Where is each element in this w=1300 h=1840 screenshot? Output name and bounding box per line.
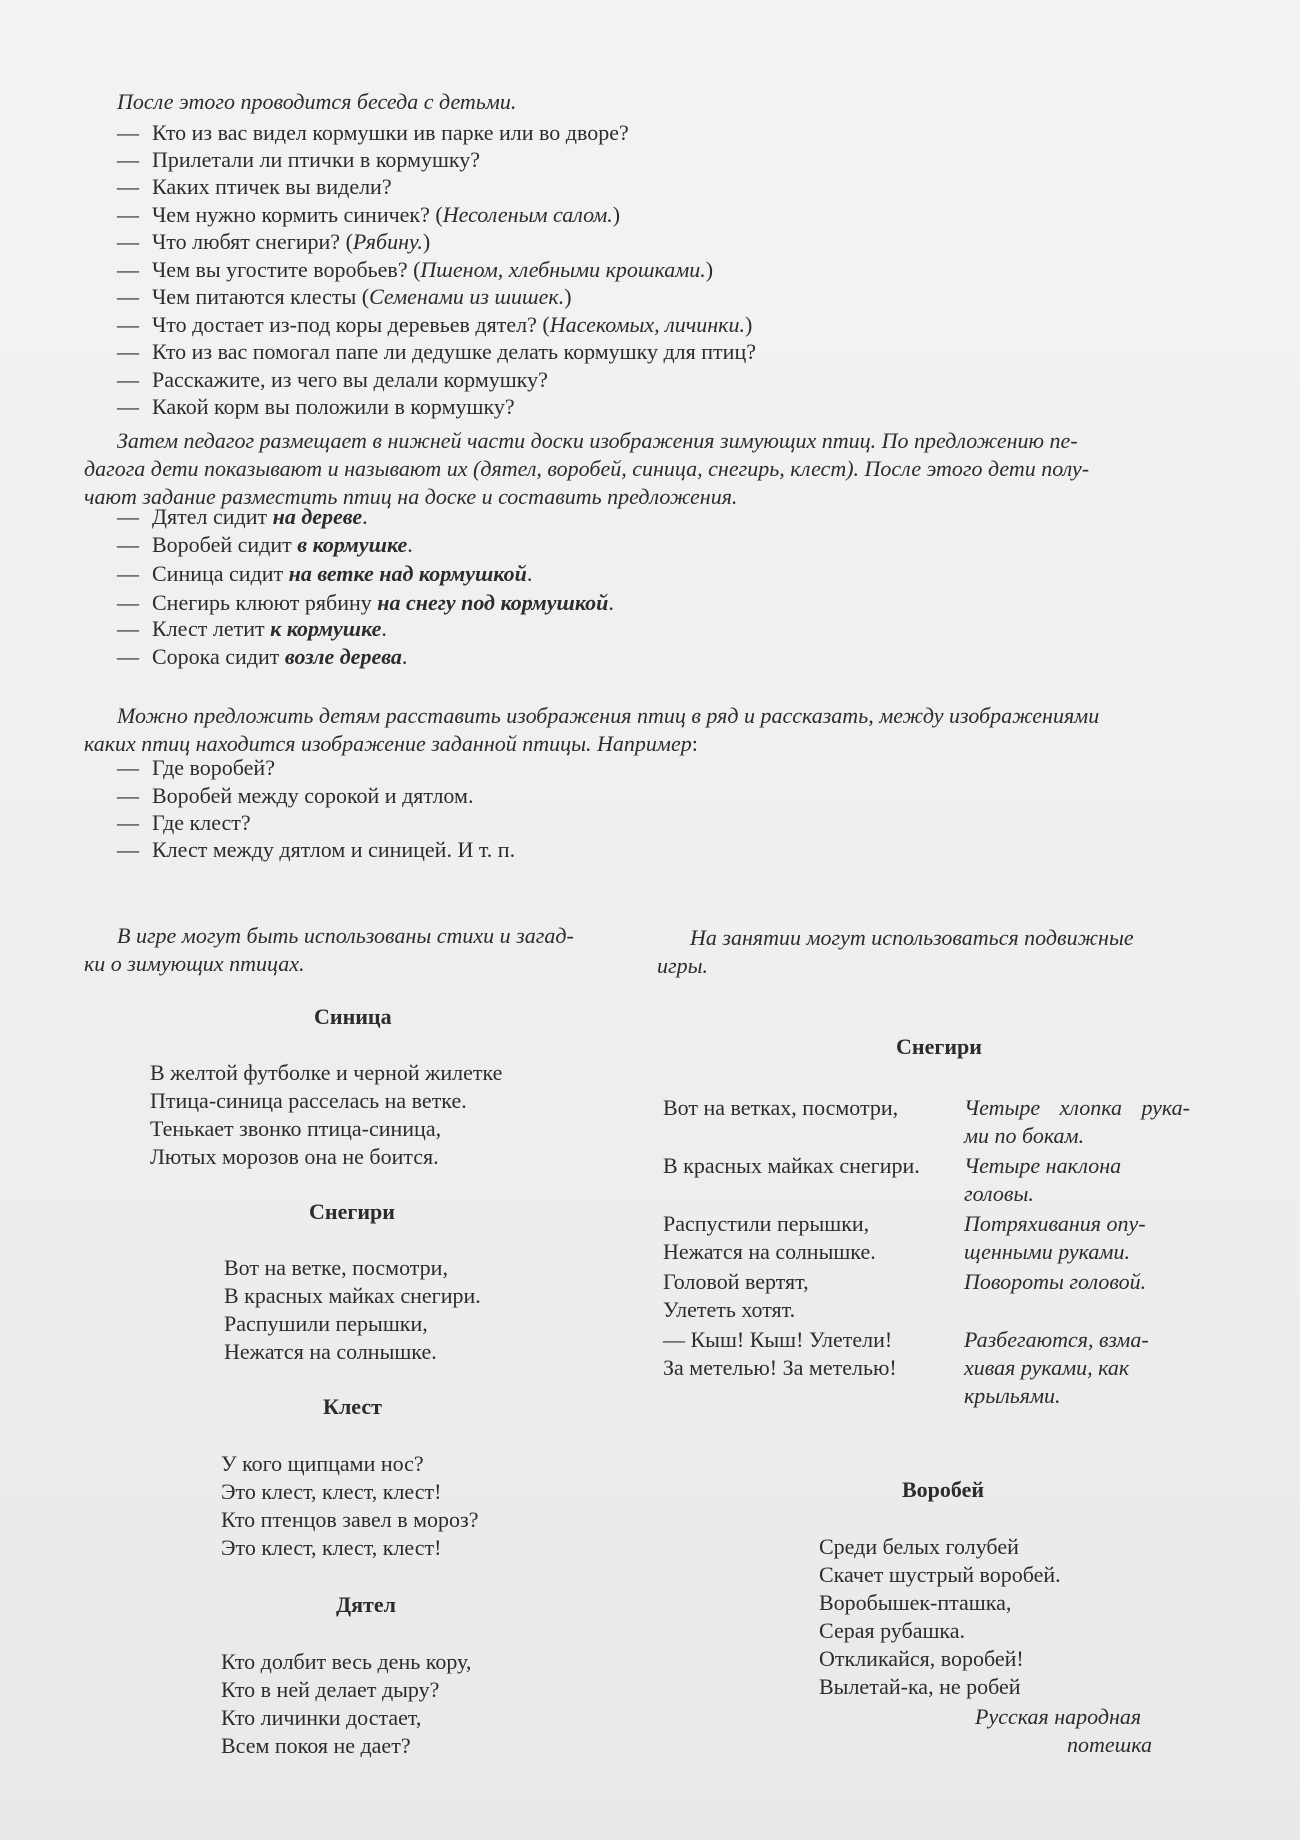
dash-mark: — (117, 504, 139, 529)
dialog-text: Клест между дятлом и синицей. И т. п. (152, 837, 516, 862)
sentence-text: Снегирь клюют рябину (152, 590, 378, 615)
game-action-line: щенными руками. (964, 1239, 1130, 1264)
dash-mark: — (117, 532, 139, 557)
poem-line: Это клест, клест, клест! (221, 1479, 442, 1504)
poem-line: В красных майках снегири. (224, 1283, 481, 1308)
paren-close: ) (564, 284, 572, 309)
sentence-text: Воробей сидит (152, 532, 298, 557)
dash-mark: — (117, 394, 139, 419)
sentence-text: Дятел сидит (152, 504, 273, 529)
answer-text: Семенами из шишек. (369, 284, 565, 309)
dialog-text: Где воробей? (152, 755, 275, 780)
question-text: Чем питаются клесты (152, 284, 362, 309)
game-action-line: Четыре хлопка рука- (964, 1095, 1190, 1120)
dash-mark: — (117, 257, 139, 282)
poem-line: Кто долбит весь день кору, (221, 1649, 472, 1674)
poem-title: Синица (314, 1004, 392, 1029)
game-action-line: Четыре наклона (964, 1153, 1122, 1178)
sentence-text: Сорока сидит (152, 644, 285, 669)
sentence-text: Синица сидит (152, 561, 289, 586)
dash-mark: — (117, 120, 139, 145)
poem-line: Воробышек-пташка, (819, 1590, 1012, 1615)
poem-source: потешка (1067, 1732, 1153, 1757)
intro-text: После этого проводится беседа с детьми. (117, 89, 517, 114)
dash-mark: — (117, 229, 139, 254)
game-title: Снегири (896, 1034, 982, 1059)
dash-mark: — (117, 783, 139, 808)
sentence-end: . (362, 504, 368, 529)
poem-line: Среди белых голубей (819, 1534, 1019, 1559)
sentence-end: . (381, 616, 387, 641)
poem-line: Откликайся, воробей! (819, 1646, 1024, 1671)
dash-mark: — (117, 147, 139, 172)
sentence-emphasis: возле дерева (284, 644, 402, 669)
dash-mark: — (117, 339, 139, 364)
paragraph-line: дагога дети показывают и называют их (дятел, воробей, синица, снегирь, клест). После этого дети полу- (84, 456, 1090, 481)
sentence-end: . (401, 644, 408, 669)
paragraph-line: Можно предложить детям расставить изображения птиц в ряд и рассказать, между изображениями (117, 703, 1100, 728)
poem-line: Всем покоя не дает? (221, 1733, 411, 1758)
question-text: Каких птичек вы видели? (152, 174, 392, 199)
paren-close: ) (705, 257, 714, 282)
sentence-emphasis: на снегу под кормушкой (377, 590, 609, 615)
dash-mark: — (117, 755, 139, 780)
game-verse-line: Головой вертят, (663, 1269, 809, 1294)
paren-open: ( (345, 229, 353, 254)
poem-line: Птица-синица расселась на ветке. (150, 1088, 467, 1113)
paren-close: ) (422, 229, 431, 254)
poem-line: Кто в ней делает дыру? (221, 1677, 440, 1702)
colon-mark: : (691, 731, 698, 756)
game-verse-line: Вот на ветках, посмотри, (663, 1095, 899, 1120)
poem-line: Распушили перышки, (224, 1311, 428, 1336)
game-action-line: Повороты головой. (964, 1269, 1147, 1294)
question-text: Что любят снегири? (152, 229, 346, 254)
dash-mark: — (117, 616, 139, 641)
game-action-line: крыльями. (964, 1383, 1061, 1408)
game-action-line: ми по бокам. (964, 1123, 1085, 1148)
dash-mark: — (117, 837, 139, 862)
game-action-line: хивая руками, как (964, 1355, 1130, 1380)
poem-line: Серая рубашка. (819, 1618, 966, 1643)
poem-line: Тенькает звонко птица-синица, (150, 1116, 442, 1141)
question-text: Чем нужно кормить синичек? (152, 202, 436, 227)
sentence-emphasis: к кормушке (270, 616, 382, 641)
dash-mark: — (117, 561, 139, 586)
game-action-line: Потряхивания опу- (964, 1211, 1146, 1236)
poem-line: У кого щипцами нос? (221, 1451, 424, 1476)
question-text: Прилетали ли птички в кормушку? (152, 147, 481, 172)
poem-line: Кто птенцов завел в мороз? (221, 1507, 479, 1532)
dash-mark: — (117, 174, 139, 199)
question-text: Расскажите, из чего вы делали кормушку? (152, 367, 548, 392)
dash-mark: — (117, 590, 139, 615)
sentence-end: . (526, 561, 533, 586)
intro-line: ки о зимующих птицах. (84, 951, 305, 976)
paren-close: ) (744, 312, 753, 337)
paragraph-line: каких птиц находится изображение заданной птицы. Например: (84, 731, 698, 756)
dash-mark: — (117, 312, 139, 337)
sentence-end: . (608, 590, 614, 615)
sentence-emphasis: на дереве (272, 504, 363, 529)
game-verse-line: — Кыш! Кыш! Улетели! (663, 1327, 893, 1352)
poem-title: Клест (323, 1394, 382, 1419)
sentence-emphasis: на ветке над кормушкой (288, 561, 527, 586)
paren-close: ) (612, 202, 621, 227)
dash-mark: — (117, 644, 139, 669)
sentence-text: Клест летит (152, 616, 271, 641)
sentence-end: . (407, 532, 413, 557)
answer-text: Насекомых, личинки. (549, 312, 745, 337)
paren-open: ( (542, 312, 550, 337)
dialog-text: Воробей между сорокой и дятлом. (152, 783, 474, 808)
poem-line: Кто личинки достает, (221, 1705, 422, 1730)
dash-mark: — (117, 367, 139, 392)
intro-line: На занятии могут использоваться подвижные (690, 925, 1134, 950)
poem-line: Нежатся на солнышке. (224, 1339, 437, 1364)
question-text: Кто из вас помогал папе ли дедушке делать кормушку для птиц? (152, 339, 756, 364)
dash-mark: — (117, 284, 139, 309)
game-verse-line: В красных майках снегири. (663, 1153, 920, 1178)
question-text: Кто из вас видел кормушки ив парке или во дворе? (152, 120, 629, 145)
game-action-line: Разбегаются, взма- (964, 1327, 1149, 1352)
answer-text: Рябину. (352, 229, 423, 254)
game-action-line: головы. (964, 1181, 1034, 1206)
poem-line: Это клест, клест, клест! (221, 1535, 442, 1560)
paren-open: ( (361, 284, 370, 309)
poem-title: Воробей (902, 1477, 985, 1502)
poem-line: В желтой футболке и черной жилетке (150, 1060, 503, 1085)
answer-text: Несоленым салом. (442, 202, 613, 227)
question-text: Что достает из-под коры деревьев дятел? (152, 312, 543, 337)
poem-line: Лютых морозов она не боится. (150, 1144, 439, 1169)
answer-text: Пшеном, хлебными крошками. (420, 257, 706, 282)
intro-line: В игре могут быть использованы стихи и загад- (117, 923, 574, 948)
paragraph-line: Затем педагог размещает в нижней части доски изображения зимующих птиц. По предложению пе- (117, 428, 1078, 453)
paren-open: ( (435, 202, 443, 227)
paren-open: ( (413, 257, 421, 282)
poem-line: Вот на ветке, посмотри, (224, 1255, 448, 1280)
poem-title: Дятел (336, 1592, 396, 1617)
dash-mark: — (117, 202, 139, 227)
intro-line: игры. (657, 953, 708, 978)
poem-line: Скачет шустрый воробей. (819, 1562, 1061, 1587)
game-verse-line: Распустили перышки, (663, 1211, 870, 1236)
game-verse-line: Нежатся на солнышке. (663, 1239, 876, 1264)
sentence-emphasis: в кормушке (297, 532, 408, 557)
game-verse-line: За метелью! За метелью! (663, 1355, 897, 1380)
dialog-text: Где клест? (152, 810, 251, 835)
paragraph-line: чают задание разместить птиц на доске и составить предложения. (84, 484, 738, 509)
question-text: Чем вы угостите воробьев? (152, 257, 414, 282)
dash-mark: — (117, 810, 139, 835)
poem-title: Снегири (309, 1199, 395, 1224)
game-verse-line: Улететь хотят. (663, 1297, 796, 1322)
question-text: Какой корм вы положили в кормушку? (152, 394, 515, 419)
poem-source: Русская народная (975, 1704, 1142, 1729)
poem-line: Вылетай-ка, не робей (819, 1674, 1021, 1699)
